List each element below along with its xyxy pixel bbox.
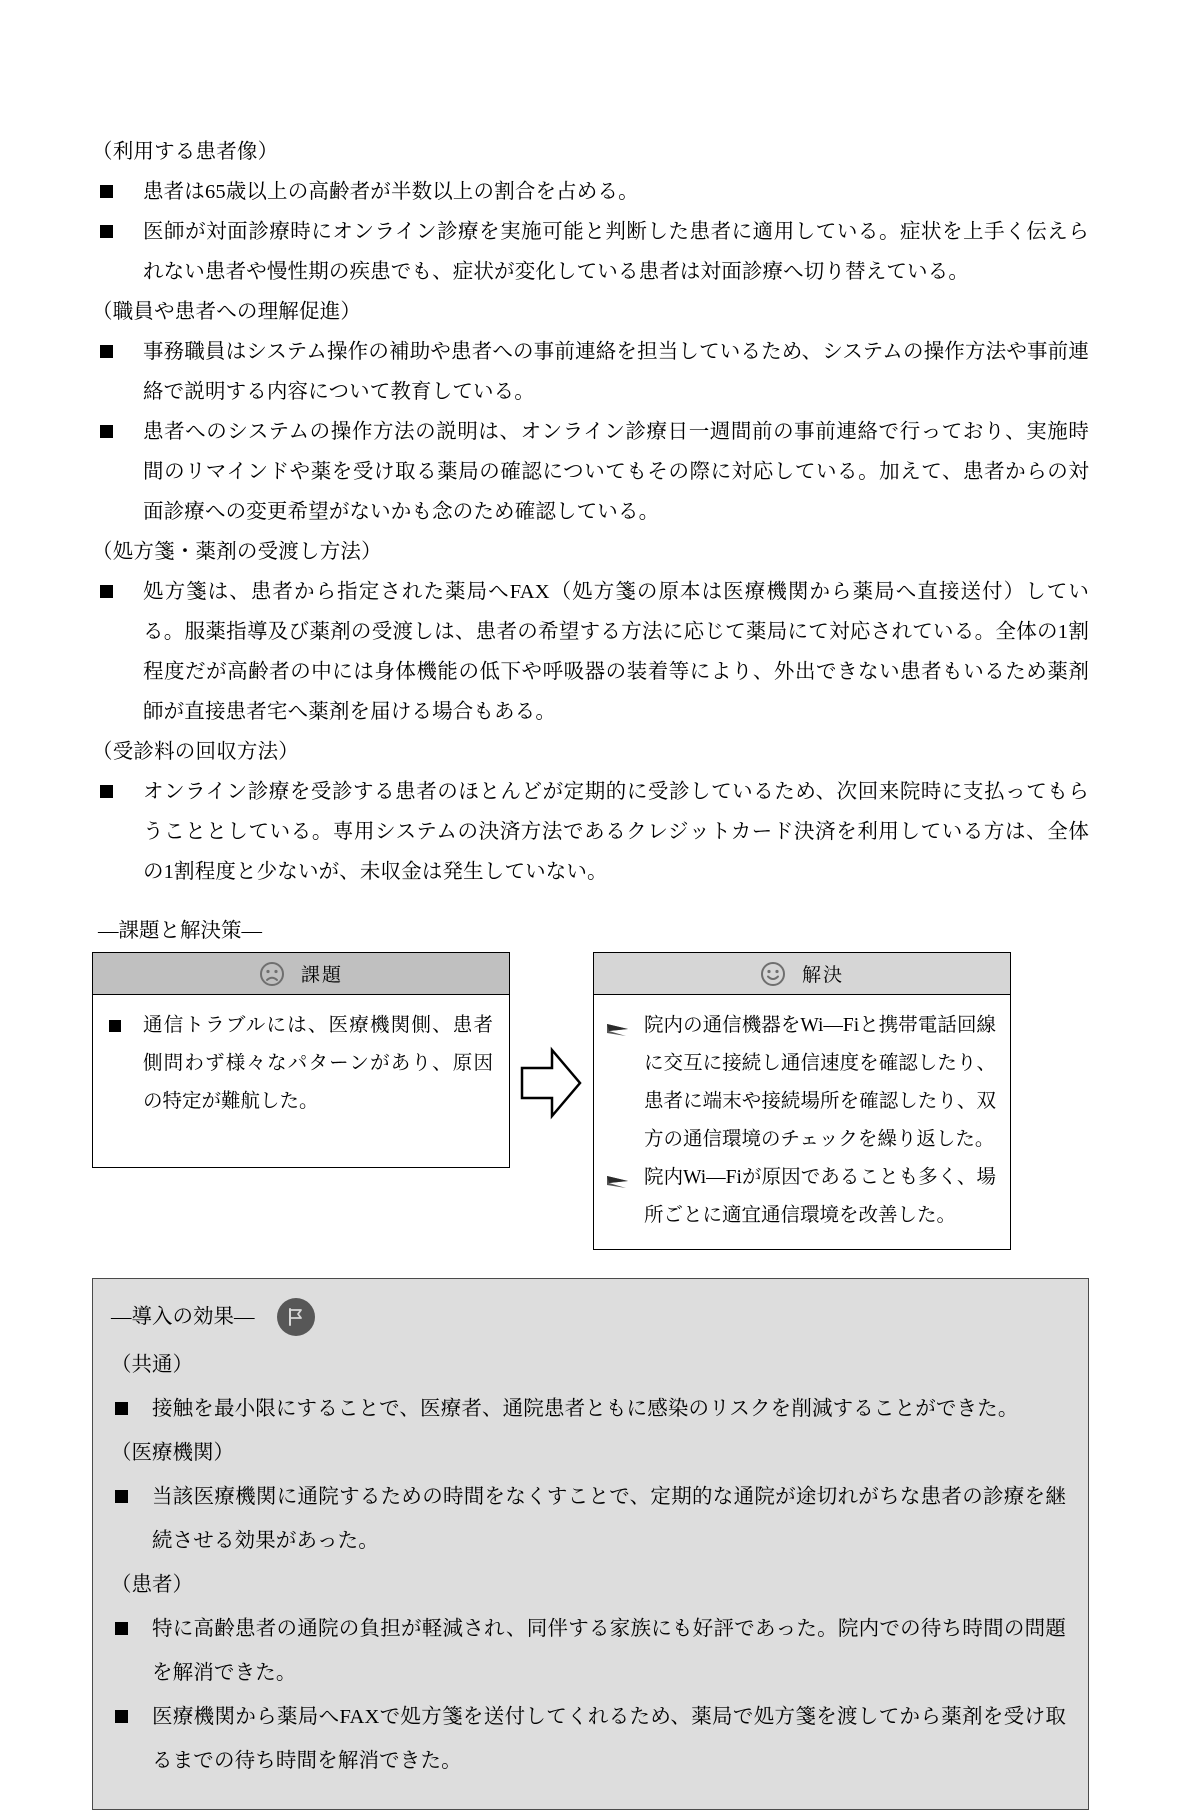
bullet-text: オンライン診療を受診する患者のほとんどが定期的に受診しているため、次回来院時に支払ってもらうこととしている。専用システムの決済方法であるクレジットカード決済を利用している方は、全体の1割程度と少ないが、未収金は発生していない。 — [143, 781, 1089, 883]
effects-group-label: （医療機関） — [111, 1442, 234, 1464]
square-bullet-icon — [100, 785, 113, 798]
effects-header — [111, 1297, 1066, 1337]
arrowhead-bullet-icon — [606, 1016, 632, 1036]
arrowhead-bullet-icon — [606, 1168, 632, 1188]
section-label: （利用する患者像） — [92, 141, 279, 163]
challenge-header — [93, 953, 509, 995]
solution-body — [594, 995, 1010, 1249]
effects-group-label: （共通） — [111, 1354, 193, 1376]
effects-item — [111, 1387, 1066, 1431]
effects-item — [111, 1475, 1066, 1563]
challenge-box — [92, 952, 510, 1168]
bullet-item — [92, 332, 1089, 412]
bullet-text: 患者は65歳以上の高齢者が半数以上の割合を占める。 — [143, 181, 639, 203]
solution-item-text: 院内の通信機器をWi—Fiと携帯電話回線に交互に接続し通信速度を確認したり、患者に端末や接続場所を確認したり、双方の通信環境のチェックを繰り返した。 — [644, 1015, 996, 1150]
solution-header — [594, 953, 1010, 995]
effects-item-text: 接触を最小限にすることで、医療者、通院患者ともに感染のリスクを削減することができた。 — [152, 1398, 1019, 1420]
effects-group-label: （患者） — [111, 1574, 193, 1596]
solution-box — [593, 952, 1011, 1250]
effects-group-common — [111, 1343, 1066, 1431]
bullet-text: 事務職員はシステム操作の補助や患者への事前連絡を担当しているため、システムの操作方法や事前連絡で説明する内容について教育している。 — [143, 341, 1089, 403]
frowning-face-icon — [259, 961, 285, 987]
effects-title: —導入の効果— — [111, 1306, 255, 1328]
solution-item — [604, 1159, 996, 1235]
section-patient-profile — [92, 132, 1089, 292]
effects-item — [111, 1695, 1066, 1783]
effects-panel — [92, 1278, 1089, 1810]
challenge-item — [103, 1007, 493, 1121]
smiling-face-icon — [760, 961, 786, 987]
challenge-header-label: 課題 — [300, 965, 343, 986]
bullet-item — [92, 212, 1089, 292]
bullet-item — [92, 572, 1089, 732]
square-bullet-icon — [100, 185, 113, 198]
section-label: （処方箋・薬剤の受渡し方法） — [92, 541, 382, 563]
bullet-text: 患者へのシステムの操作方法の説明は、オンライン診療日一週間前の事前連絡で行っており、実施時間のリマインドや薬を受け取る薬局の確認についてもその際に対応している。加えて、患者からの対面診療への変更希望がないかも念のため確認している。 — [143, 421, 1089, 523]
challenge-solution-diagram — [92, 952, 1089, 1250]
section-label: （受診料の回収方法） — [92, 741, 299, 763]
effects-item-text: 特に高齢患者の通院の負担が軽減され、同伴する家族にも好評であった。院内での待ち時間の問題を解消できた。 — [152, 1618, 1066, 1684]
solution-item-text: 院内Wi—Fiが原因であることも多く、場所ごとに適宜通信環境を改善した。 — [644, 1167, 996, 1226]
square-bullet-icon — [115, 1490, 128, 1503]
section-staff-patient-education — [92, 292, 1089, 532]
effects-group-patient — [111, 1563, 1066, 1783]
challenge-body — [93, 995, 509, 1167]
challenge-solution-title: —課題と解決策— — [98, 920, 262, 942]
bullet-item — [92, 772, 1089, 892]
challenge-item-text: 通信トラブルには、医療機関側、患者側問わず様々なパターンがあり、原因の特定が難航した。 — [143, 1015, 493, 1112]
effects-item-text: 当該医療機関に通院するための時間をなくすことで、定期的な通院が途切れがちな患者の診療を継続させる効果があった。 — [152, 1486, 1066, 1552]
bullet-text: 処方箋は、患者から指定された薬局へFAX（処方箋の原本は医療機関から薬局へ直接送付）している。服薬指導及び薬剤の受渡しは、患者の希望する方法に応じて薬局にて対応されている。全体の1割程度だが高齢者の中には身体機能の低下や呼吸器の装着等により、外出できない患者もいるため薬剤師が直接患者宅へ薬剤を届ける場合もある。 — [143, 581, 1089, 723]
solution-item — [604, 1007, 996, 1159]
effects-item — [111, 1607, 1066, 1695]
section-fee-collection — [92, 732, 1089, 892]
bullet-item — [92, 172, 1089, 212]
square-bullet-icon — [100, 225, 113, 238]
effects-group-institution — [111, 1431, 1066, 1563]
narrative-sections — [92, 132, 1089, 892]
square-bullet-icon — [115, 1622, 128, 1635]
bullet-text: 医師が対面診療時にオンライン診療を実施可能と判断した患者に適用している。症状を上手く伝えられない患者や慢性期の疾患でも、症状が変化している患者は対面診療へ切り替えている。 — [143, 221, 1089, 283]
flag-icon — [277, 1298, 315, 1336]
square-bullet-icon — [109, 1020, 121, 1032]
solution-header-label: 解決 — [801, 965, 844, 986]
bullet-item — [92, 412, 1089, 532]
right-block-arrow-icon — [518, 1044, 584, 1122]
effects-item-text: 医療機関から薬局へFAXで処方箋を送付してくれるため、薬局で処方箋を渡してから薬剤を受け取るまでの待ち時間を解消できた。 — [152, 1706, 1066, 1772]
square-bullet-icon — [115, 1402, 128, 1415]
section-prescription-delivery — [92, 532, 1089, 732]
square-bullet-icon — [100, 585, 113, 598]
square-bullet-icon — [100, 345, 113, 358]
square-bullet-icon — [100, 425, 113, 438]
square-bullet-icon — [115, 1710, 128, 1723]
section-label: （職員や患者への理解促進） — [92, 301, 362, 323]
